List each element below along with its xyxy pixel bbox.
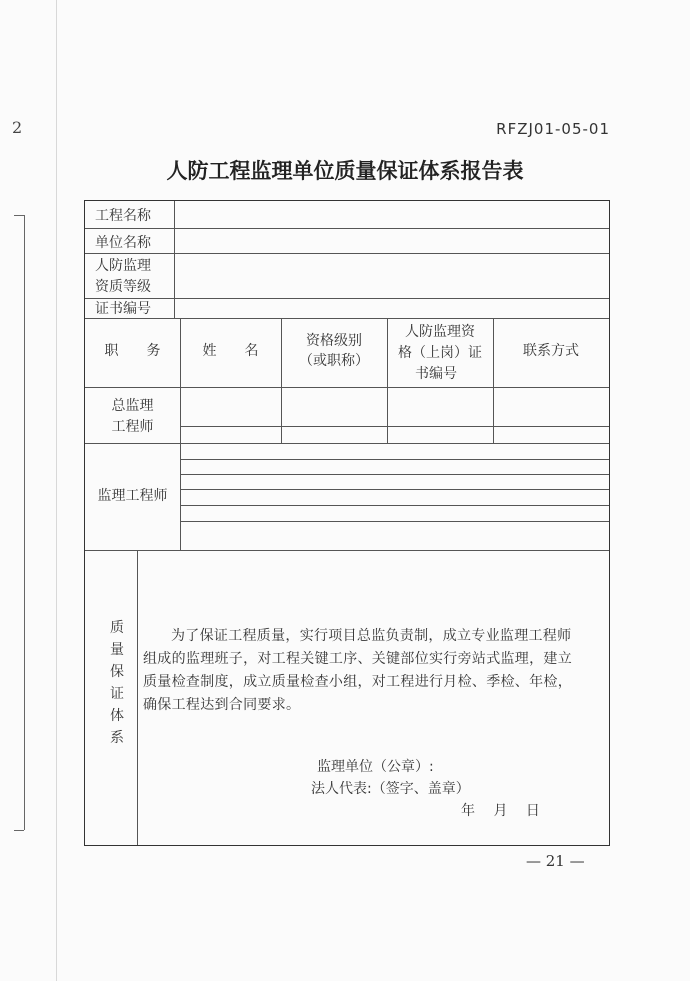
col-line <box>493 318 494 443</box>
col-line <box>137 550 138 845</box>
role-chief-line2: 工程师 <box>111 419 154 435</box>
margin-tick-bottom <box>14 830 24 831</box>
row-line <box>180 505 609 506</box>
row-line <box>85 550 609 551</box>
header-cert-line2: 格（上岗）证 <box>398 345 482 361</box>
quality-label-char: 系 <box>110 730 124 746</box>
signature-date: 年 月 日 <box>461 803 540 819</box>
row-line <box>180 459 609 460</box>
header-grade-line2: （或职称） <box>299 353 369 369</box>
quality-system-text: 为了保证工程质量，实行项目总监负责制，成立专业监理工程师组成的监理班子，对工程关键工序、关键部位实行旁站式监理，建立质量检查制度，成立质量检查小组，对工程进行月检、季检、年检，确保工程达到合同要求。 <box>143 628 572 713</box>
col-line <box>174 201 175 318</box>
label-certificate-no: 证书编号 <box>95 301 151 317</box>
quality-label-char: 保 <box>110 664 124 680</box>
header-cert-line1: 人防监理资 <box>405 324 475 340</box>
quality-label-char: 证 <box>110 686 124 702</box>
header-name: 姓 名 <box>202 343 259 359</box>
row-line <box>85 253 609 254</box>
row-line <box>180 426 609 427</box>
role-chief-line1: 总监理 <box>111 398 154 414</box>
page-edge <box>56 0 57 981</box>
quality-label-char: 量 <box>110 642 124 658</box>
signature-unit: 监理单位（公章）: <box>317 759 434 775</box>
document-code: RFZJ01-05-01 <box>496 120 610 138</box>
header-contact: 联系方式 <box>523 343 579 359</box>
label-qualification-line2: 资质等级 <box>95 279 151 295</box>
margin-binding-line <box>24 215 25 830</box>
header-cert-line3: 书编号 <box>415 366 457 382</box>
row-line <box>85 318 609 319</box>
row-line <box>180 474 609 475</box>
quality-system-label <box>107 617 127 749</box>
row-line <box>180 489 609 490</box>
row-line <box>85 443 609 444</box>
header-grade-line1: 资格级别 <box>306 333 362 349</box>
role-engineer: 监理工程师 <box>97 488 168 504</box>
document-title: 人防工程监理单位质量保证体系报告表 <box>166 158 524 183</box>
quality-label-char: 质 <box>110 620 124 636</box>
signature-representative: 法人代表:（签字、盖章） <box>311 781 470 797</box>
quality-label-char: 体 <box>110 708 124 724</box>
row-line <box>85 387 609 388</box>
row-line <box>85 228 609 229</box>
label-qualification-line1: 人防监理 <box>95 258 151 274</box>
header-position: 职 务 <box>104 343 161 359</box>
margin-mark: 2 <box>12 118 23 137</box>
page-number: — 21 — <box>526 852 585 870</box>
report-form-table <box>84 200 610 846</box>
label-project-name: 工程名称 <box>95 208 151 224</box>
row-line <box>180 521 609 522</box>
label-unit-name: 单位名称 <box>95 235 151 251</box>
row-line <box>85 298 609 299</box>
margin-tick-top <box>14 215 24 216</box>
